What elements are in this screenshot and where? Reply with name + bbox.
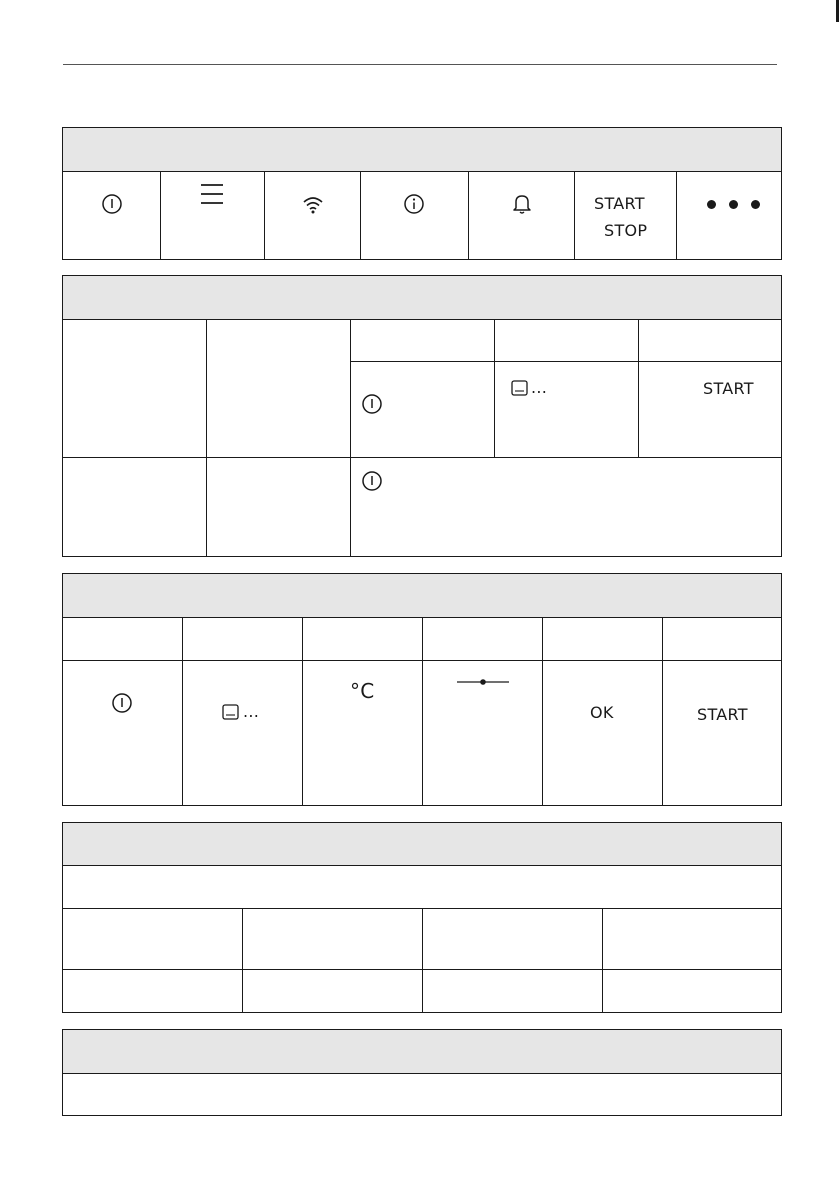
divider xyxy=(602,908,603,1012)
ok-label: OK xyxy=(590,703,614,722)
header-rule xyxy=(63,64,777,65)
divider xyxy=(350,361,781,362)
start-label: START xyxy=(697,705,748,724)
divider xyxy=(676,172,677,259)
slider-icon xyxy=(457,677,509,687)
dot xyxy=(751,200,760,209)
divider xyxy=(182,618,183,805)
divider xyxy=(494,320,495,458)
bell-icon xyxy=(512,193,532,215)
divider xyxy=(468,172,469,259)
divider xyxy=(662,618,663,805)
table-five xyxy=(62,1029,782,1116)
menu-icon xyxy=(200,183,224,205)
divider xyxy=(638,320,639,458)
info-icon xyxy=(403,193,425,215)
dot xyxy=(729,200,738,209)
divider xyxy=(574,172,575,259)
table-mode xyxy=(62,275,782,557)
celsius-icon: °C xyxy=(350,679,375,703)
start-label: START xyxy=(703,379,754,398)
divider xyxy=(302,618,303,805)
ellipsis: ... xyxy=(243,702,260,721)
stop-label: STOP xyxy=(604,221,648,240)
divider xyxy=(422,908,423,1012)
power-icon xyxy=(101,193,123,215)
divider xyxy=(542,618,543,805)
table-controls-header xyxy=(63,128,781,172)
power-icon xyxy=(361,393,383,415)
more-dots-icon xyxy=(707,200,760,209)
divider xyxy=(63,457,781,458)
ellipsis: ... xyxy=(531,378,548,397)
divider xyxy=(63,660,781,661)
start-label: START xyxy=(594,194,645,213)
wifi-icon xyxy=(302,194,324,214)
power-icon xyxy=(111,692,133,714)
divider xyxy=(350,320,351,556)
table-four xyxy=(62,822,782,1013)
table-mode-header xyxy=(63,276,781,320)
oven-program-icon xyxy=(511,380,528,396)
divider xyxy=(422,618,423,805)
divider xyxy=(242,908,243,1012)
divider xyxy=(264,172,265,259)
table-five-header xyxy=(63,1030,781,1074)
table-settings-header xyxy=(63,574,781,618)
table-settings xyxy=(62,573,782,806)
divider xyxy=(206,320,207,556)
table-controls xyxy=(62,127,782,260)
divider xyxy=(160,172,161,259)
dot xyxy=(707,200,716,209)
oven-program-icon xyxy=(222,704,239,720)
table-four-header xyxy=(63,823,781,866)
divider xyxy=(360,172,361,259)
power-icon xyxy=(361,470,383,492)
